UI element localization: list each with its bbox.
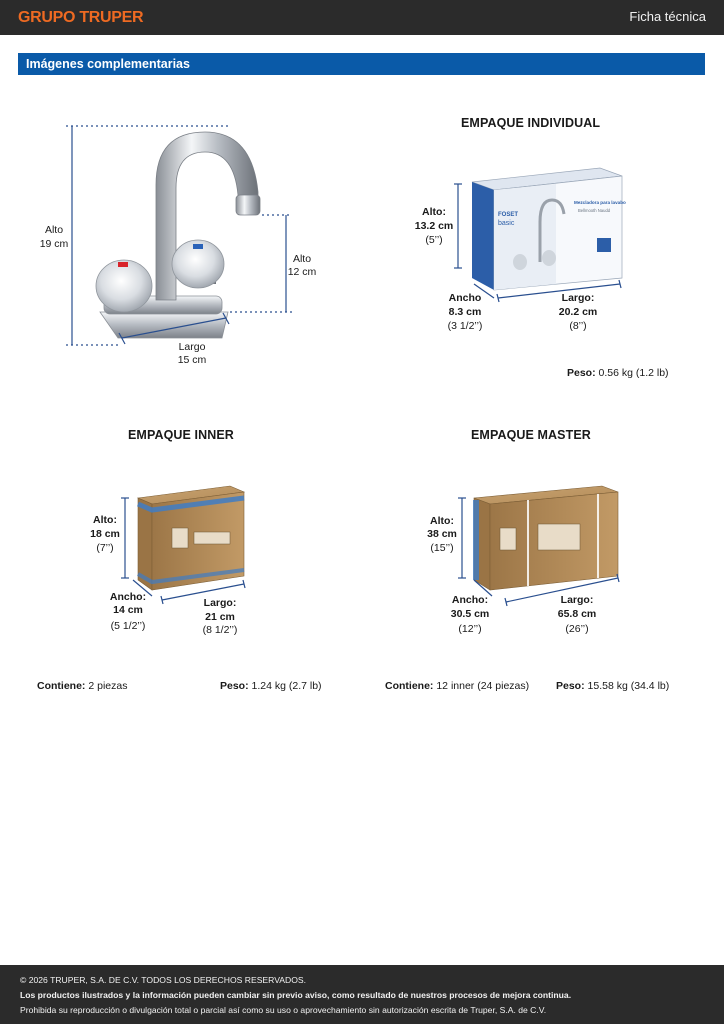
master-box-image [474,486,618,590]
footer [0,965,724,1024]
brand-logo: GRUPO TRUPER [18,9,144,26]
individual-height-label: Alto: [422,206,446,218]
spout-height-label: Alto [292,253,312,265]
master-height-in: (15’’) [430,542,454,554]
master-weight-label: Peso: [556,680,585,692]
individual-height-in: (5’’) [425,234,443,246]
inner-length-in: (8 1/2’’) [202,624,238,636]
master-contains-label: Contiene: [385,680,434,692]
master-weight [556,680,669,693]
box-line-logo: basic [498,220,515,227]
individual-length-label: Largo: [561,292,595,304]
master-width-label: Ancho: [451,594,489,606]
inner-length-cm: 21 cm [205,611,235,623]
faucet-length-value: 15 cm [177,354,207,366]
master-height-cm: 38 cm [427,528,457,540]
inner-width-label: Ancho: [109,591,147,603]
individual-weight-value: 0.56 kg (1.2 lb) [598,367,669,379]
inner-box-image [138,486,244,590]
master-length-label: Largo: [560,594,594,606]
faucet-height-value: 19 cm [39,238,69,250]
inner-weight-label: Peso: [220,680,249,692]
individual-width-label: Ancho [448,292,482,304]
inner-height-label: Alto: [93,514,117,526]
inner-contains-label: Contiene: [37,680,86,692]
inner-length-label: Largo: [203,597,237,609]
master-weight-value: 15.58 kg (34.4 lb) [587,680,670,692]
individual-title: EMPAQUE INDIVIDUAL [461,116,601,130]
section-title: Imágenes complementarias [26,57,190,71]
master-title: EMPAQUE MASTER [471,428,591,442]
inner-title: EMPAQUE INNER [128,428,234,442]
inner-contains-value: 2 piezas [88,680,128,692]
individual-weight [567,367,669,380]
footer-prohibition: Prohibida su reproducción o divulgación total o parcial así como su uso o aprovechamiento sin autorización escrita de Truper, S.A. de C.V. [20,1005,547,1015]
document-type: Ficha técnica [629,9,706,24]
inner-height-cm: 18 cm [90,528,120,540]
master-height-label: Alto: [430,515,454,527]
individual-box-image [472,168,626,290]
master-length-cm: 65.8 cm [557,608,597,620]
master-width-in: (12’’) [458,623,482,635]
individual-width-cm: 8.3 cm [448,306,482,318]
individual-width-in: (3 1/2’’) [447,320,483,332]
inner-weight [220,680,322,693]
spout-height-value: 12 cm [287,266,317,278]
individual-length-in: (8’’) [569,320,587,332]
inner-width-cm: 14 cm [113,604,143,616]
individual-height-cm: 13.2 cm [414,220,454,232]
master-width-cm: 30.5 cm [450,608,490,620]
box-product-name: Mezcladora para lavabo [574,200,626,205]
inner-weight-value: 1.24 kg (2.7 lb) [251,680,322,692]
inner-width-in: (5 1/2’’) [110,620,146,632]
box-brand-logo: FOSET [498,212,519,218]
faucet-length-label: Largo [178,341,206,353]
individual-weight-label: Peso: [567,367,596,379]
footer-notice: Los productos ilustrados y la información pueden cambiar sin previo aviso, como resultado de nuestros procesos de mejora continua. [20,990,572,1000]
master-length-in: (26’’) [565,623,589,635]
inner-contains [37,680,127,693]
faucet-image [96,132,260,338]
master-contains [385,680,529,693]
faucet-height-label: Alto [44,224,64,236]
individual-length-cm: 20.2 cm [558,306,598,318]
box-product-subtitle: Bellmooth Naudd [578,208,611,213]
inner-height-in: (7’’) [96,542,114,554]
master-contains-value: 12 inner (24 piezas) [436,680,530,692]
footer-copyright: © 2026 TRUPER, S.A. DE C.V. TODOS LOS DERECHOS RESERVADOS. [20,975,307,985]
